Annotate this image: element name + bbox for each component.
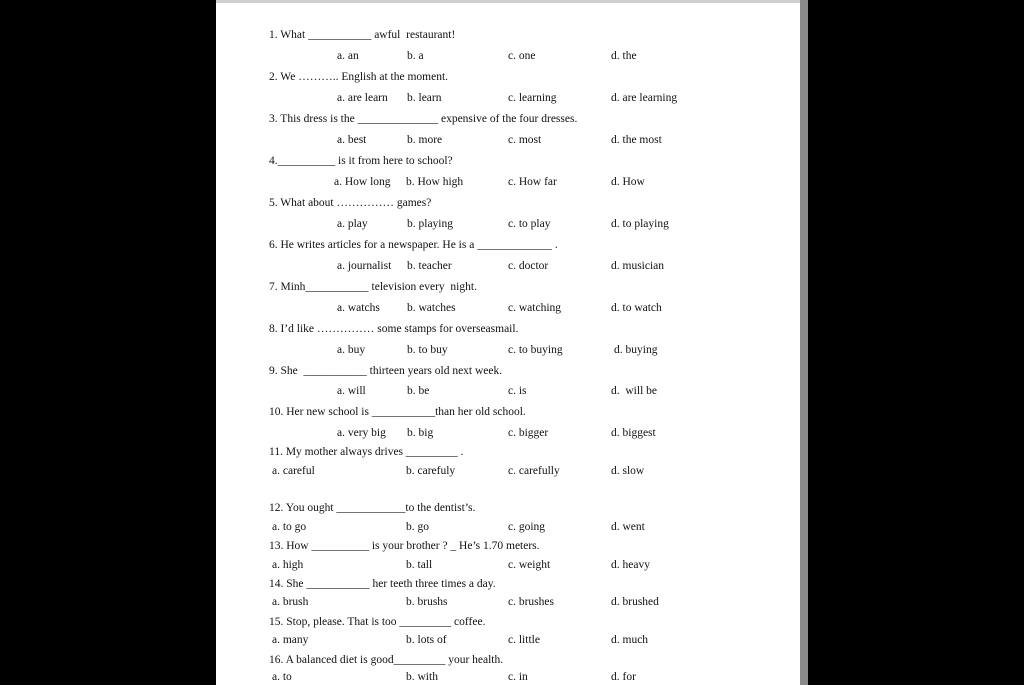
question-10-option-d: d. biggest [611, 427, 656, 439]
question-1-option-d: d. the [611, 50, 637, 62]
question-10-option-c: c. bigger [508, 427, 549, 439]
question-3-option-b: b. more [407, 134, 443, 146]
question-6-option-b: b. teacher [407, 260, 452, 272]
question-2-option-a: a. are learn [337, 92, 388, 104]
question-7-stem: 7. Minh___________ television every night. [269, 281, 477, 293]
question-5-option-a: a. play [337, 218, 368, 230]
question-16-option-c: c. in [508, 671, 528, 683]
question-16-option-b: b. with [406, 671, 438, 683]
question-15-option-c: c. little [508, 634, 540, 646]
question-9-option-b: b. be [407, 385, 430, 397]
question-13-option-c: c. weight [508, 559, 551, 571]
question-11-stem: 11. My mother always drives _________ . [269, 446, 464, 458]
question-11-option-a: a. careful [272, 465, 315, 477]
question-15-option-d: d. much [611, 634, 649, 646]
question-2-option-d: d. are learning [611, 92, 678, 104]
question-12-option-c: c. going [508, 521, 546, 533]
question-3-option-d: d. the most [611, 134, 662, 146]
question-14-option-c: c. brushes [508, 596, 554, 608]
question-16-option-a: a. to [272, 671, 292, 683]
page-shadow [800, 0, 808, 685]
question-12-option-d: d. went [611, 521, 645, 533]
question-10-option-b: b. big [407, 427, 434, 439]
question-15-option-b: b. lots of [406, 634, 447, 646]
question-14-option-a: a. brush [272, 596, 309, 608]
question-2-option-c: c. learning [508, 92, 557, 104]
question-8-option-c: c. to buying [508, 344, 563, 356]
question-2-option-b: b. learn [407, 92, 442, 104]
question-7-option-c: c. watching [508, 302, 562, 314]
question-14-option-b: b. brushs [406, 596, 448, 608]
question-16-stem: 16. A balanced diet is good_________ your health. [269, 654, 504, 666]
question-1-option-a: a. an [337, 50, 359, 62]
question-14-stem: 14. She ___________ her teeth three times a day. [269, 578, 496, 590]
question-15-stem: 15. Stop, please. That is too _________ coffee. [269, 616, 486, 628]
question-8-option-d: d. buying [614, 344, 658, 356]
question-3-option-a: a. best [337, 134, 367, 146]
question-9-option-d: d. will be [611, 385, 657, 397]
question-15-option-a: a. many [272, 634, 309, 646]
question-7-option-d: d. to watch [611, 302, 662, 314]
question-6-option-c: c. doctor [508, 260, 549, 272]
question-11-option-d: d. slow [611, 465, 645, 477]
question-1-option-c: c. one [508, 50, 536, 62]
question-5-option-b: b. playing [407, 218, 453, 230]
question-8-option-a: a. buy [337, 344, 366, 356]
question-8-stem: 8. I’d like …………… some stamps for overseasmail. [269, 323, 519, 335]
question-7-option-a: a. watchs [337, 302, 380, 314]
question-12-stem: 12. You ought ____________to the dentist’s. [269, 502, 476, 514]
question-12-option-a: a. to go [272, 521, 307, 533]
question-16-option-d: d. for [611, 671, 636, 683]
question-1-stem: 1. What ___________ awful restaurant! [269, 29, 456, 41]
question-5-option-c: c. to play [508, 218, 551, 230]
question-2-stem: 2. We ……….. English at the moment. [269, 71, 449, 83]
question-13-option-d: d. heavy [611, 559, 650, 571]
question-13-option-b: b. tall [406, 559, 433, 571]
question-5-option-d: d. to playing [611, 218, 669, 230]
question-13-stem: 13. How __________ is your brother ? _ He’s 1.70 meters. [269, 540, 540, 552]
question-1-option-b: b. a [407, 50, 424, 62]
question-9-option-a: a. will [337, 385, 366, 397]
question-12-option-b: b. go [406, 521, 429, 533]
question-10-option-a: a. very big [337, 427, 386, 439]
question-13-option-a: a. high [272, 559, 304, 571]
question-4-option-d: d. How [611, 176, 645, 188]
question-3-option-c: c. most [508, 134, 542, 146]
question-6-option-a: a. journalist [337, 260, 392, 272]
question-14-option-d: d. brushed [611, 596, 659, 608]
question-11-option-b: b. carefuly [406, 465, 456, 477]
question-6-stem: 6. He writes articles for a newspaper. He is a _____________ . [269, 239, 558, 251]
question-9-option-c: c. is [508, 385, 527, 397]
question-10-stem: 10. Her new school is ___________than her old school. [269, 406, 526, 418]
question-3-stem: 3. This dress is the ______________ expensive of the four dresses. [269, 113, 578, 125]
question-9-stem: 9. She ___________ thirteen years old next week. [269, 365, 503, 377]
question-4-option-a: a. How long [334, 176, 391, 188]
question-11-option-c: c. carefully [508, 465, 560, 477]
question-4-option-c: c. How far [508, 176, 557, 188]
question-6-option-d: d. musician [611, 260, 665, 272]
question-4-option-b: b. How high [406, 176, 464, 188]
question-8-option-b: b. to buy [407, 344, 448, 356]
question-4-stem: 4.__________ is it from here to school? [269, 155, 453, 167]
document-page [216, 3, 800, 685]
question-5-stem: 5. What about …………… games? [269, 197, 432, 209]
question-7-option-b: b. watches [407, 302, 456, 314]
